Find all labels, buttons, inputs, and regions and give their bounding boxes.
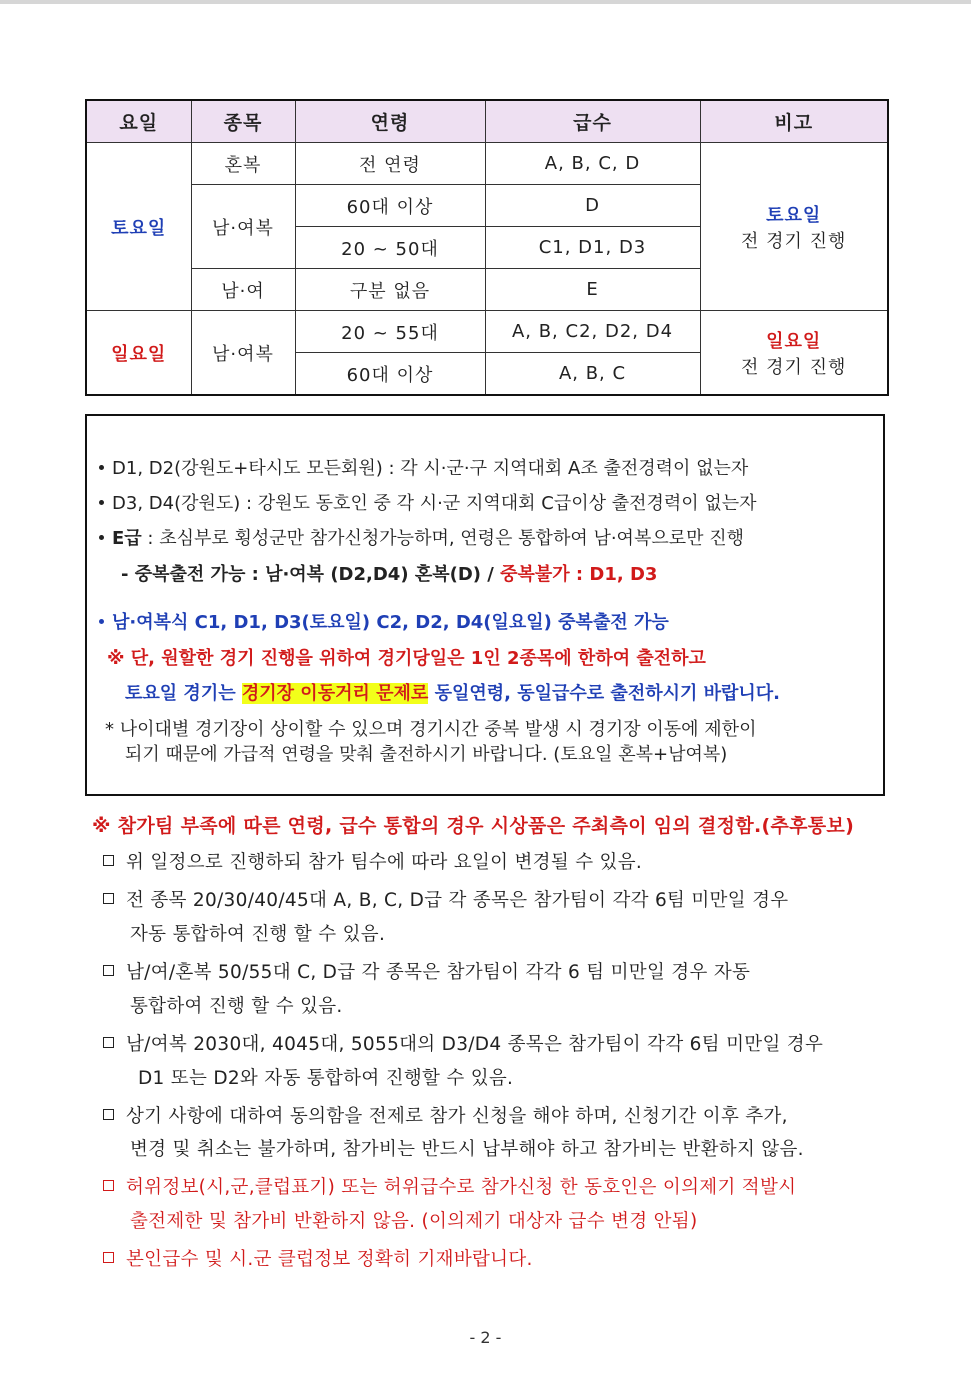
event-cell: 남·여복	[191, 185, 295, 269]
bullet-dot-icon	[99, 619, 104, 624]
checkbox-square-icon	[103, 855, 114, 866]
note-text: 상기 사항에 대하여 동의함을 전제로 참가 신청을 해야 하며, 신청기간 이후 추가,	[126, 1106, 788, 1127]
note-item-red	[103, 1245, 533, 1271]
note-item	[103, 886, 788, 912]
note-item	[103, 1030, 823, 1056]
bullet-dot-icon	[99, 500, 104, 505]
duplicate-forbidden-text: 중복불가 : D1, D3	[500, 564, 658, 585]
saturday-note-day: 토요일	[766, 204, 822, 226]
notice-text-b: 동일연령, 동일급수로 출전하시기 바랍니다.	[428, 683, 781, 704]
note-item-cont: D1 또는 D2와 자동 통합하여 진행할 수 있음.	[138, 1068, 514, 1089]
table-header-row	[86, 100, 888, 143]
notice-line-1: ※ 단, 원할한 경기 진행을 위하여 경기당일은 1인 2종목에 한하여 출전하고	[107, 648, 706, 669]
bullet-text: D1, D2(강원도+타시도 모든회원) : 각 시·군·구 지역대회 A조 출전경력이 없는자	[112, 458, 749, 479]
note-text: 허위정보(시,군,클럽표기) 또는 허위급수로 참가신청 한 동호인은 이의제기 적발시	[126, 1177, 797, 1198]
notice-text-a: 토요일 경기는	[125, 683, 242, 704]
event-cell: 남·여	[191, 269, 295, 311]
checkbox-square-icon	[103, 1037, 114, 1048]
bullet-d3-d4	[95, 489, 757, 515]
bullet-text: D3, D4(강원도) : 강원도 동호인 중 각 시·군 지역대회 C급이상 출전경력이 없는자	[112, 493, 757, 514]
saturday-note-cell	[700, 143, 888, 311]
grade-cell: A, B, C, D	[485, 143, 700, 185]
checkbox-square-icon	[103, 1252, 114, 1263]
sunday-note-day: 일요일	[766, 330, 822, 352]
header-event: 종목	[191, 100, 295, 143]
notice-line-2	[125, 679, 780, 705]
checkbox-square-icon	[103, 1180, 114, 1191]
prize-warning: ※ 참가팀 부족에 따른 연령, 급수 통합의 경우 시상품은 주최측이 임의 결정함.(추후통보)	[92, 815, 855, 837]
header-note: 비고	[700, 100, 888, 143]
checkbox-square-icon	[103, 965, 114, 976]
bullet-text: : 초심부로 횡성군만 참가신청가능하며, 연령은 통합하여 남·여복으로만 진행	[141, 528, 744, 549]
note-text: 전 종목 20/30/40/45대 A, B, C, D급 각 종목은 참가팀이 각각 6팀 미만일 경우	[126, 890, 789, 911]
page-number: - 2 -	[469, 1328, 502, 1347]
header-age: 연령	[295, 100, 485, 143]
event-cell: 남·여복	[191, 311, 295, 396]
age-cell: 20 ~ 50대	[295, 227, 485, 269]
checkbox-square-icon	[103, 893, 114, 904]
note-text: 남/여/혼복 50/55대 C, D급 각 종목은 참가팀이 각각 6 팀 미만일 경우 자동	[126, 962, 751, 983]
sunday-note-cell	[700, 311, 888, 396]
header-grade: 급수	[485, 100, 700, 143]
table-row	[86, 143, 888, 185]
note-item-cont: 통합하여 진행 할 수 있음.	[130, 996, 343, 1017]
event-cell: 혼복	[191, 143, 295, 185]
sunday-cell: 일요일	[86, 311, 191, 396]
header-day: 요일	[86, 100, 191, 143]
age-venue-note-1: * 나이대별 경기장이 상이할 수 있으며 경기시간 중복 발생 시 경기장 이동에 제한이	[105, 719, 757, 740]
bullet-dot-icon	[99, 535, 104, 540]
grade-cell: C1, D1, D3	[485, 227, 700, 269]
saturday-cell: 토요일	[86, 143, 191, 311]
checkbox-square-icon	[103, 1109, 114, 1120]
grade-cell: E	[485, 269, 700, 311]
note-item-cont: 자동 통합하여 진행 할 수 있음.	[130, 924, 386, 945]
note-text: 본인급수 및 시.군 클럽정보 정확히 기재바랍니다.	[126, 1249, 533, 1270]
saturday-note-text: 전 경기 진행	[741, 230, 847, 252]
note-text: 남/여복 2030대, 4045대, 5055대의 D3/D4 종목은 참가팀이 각각 6팀 미만일 경우	[126, 1034, 824, 1055]
info-box	[85, 414, 885, 796]
duplicate-allowed-text: - 중복출전 가능 : 남·여복 (D2,D4) 혼복(D) /	[121, 564, 501, 585]
age-cell: 60대 이상	[295, 353, 485, 396]
age-cell: 20 ~ 55대	[295, 311, 485, 353]
note-item-cont: 변경 및 취소는 불가하며, 참가비는 반드시 납부해야 하고 참가비는 반환하지 않음.	[130, 1139, 804, 1160]
bullet-e-grade	[95, 524, 744, 550]
grade-cell: D	[485, 185, 700, 227]
duplicate-entry-line	[121, 560, 657, 586]
top-bar	[0, 0, 971, 4]
grade-cell: A, B, C	[485, 353, 700, 396]
grade-cell: A, B, C2, D2, D4	[485, 311, 700, 353]
note-item-red	[103, 1173, 796, 1199]
e-grade-label: E급	[112, 528, 142, 549]
note-item	[103, 848, 642, 874]
schedule-table	[85, 99, 889, 396]
age-venue-note-2: 되기 때문에 가급적 연령을 맞춰 출전하시기 바랍니다. (토요일 혼복+남여복)	[125, 744, 728, 765]
note-item	[103, 1102, 788, 1128]
table-row	[86, 311, 888, 353]
bullet-dot-icon	[99, 465, 104, 470]
note-item	[103, 958, 750, 984]
bullet-d1-d2	[95, 454, 748, 480]
notice-highlight: 경기장 이동거리 문제로	[241, 683, 429, 704]
note-text: 위 일정으로 진행하되 참가 팀수에 따라 요일이 변경될 수 있음.	[126, 852, 643, 873]
age-cell: 전 연령	[295, 143, 485, 185]
bullet-text: 남·여복식 C1, D1, D3(토요일) C2, D2, D4(일요일) 중복출전 가능	[112, 612, 669, 633]
age-cell: 구분 없음	[295, 269, 485, 311]
sunday-note-text: 전 경기 진행	[741, 356, 847, 378]
age-cell: 60대 이상	[295, 185, 485, 227]
note-item-cont: 출전제한 및 참가비 반환하지 않음. (이의제기 대상자 급수 변경 안됨)	[130, 1211, 698, 1232]
bullet-doubles-duplicate	[95, 608, 669, 634]
